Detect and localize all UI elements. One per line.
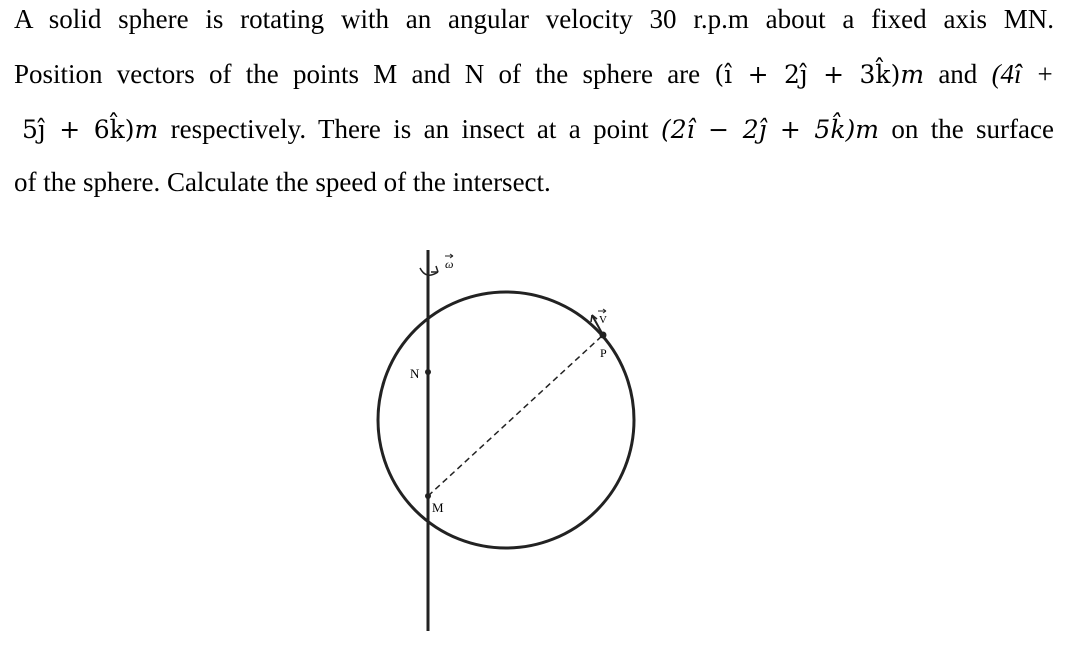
m-position-vector: (î + 2ĵ + 3k̂) (714, 60, 901, 89)
omega-arrowhead (431, 266, 438, 272)
m-unit: m (900, 60, 925, 89)
velocity-vector-arrow-icon (598, 309, 606, 313)
n-position-vector-start: (4î + (991, 59, 1055, 89)
point-n (425, 369, 431, 375)
p-unit: m (855, 115, 879, 144)
omega-label: ω (445, 257, 454, 271)
velocity-label: V (599, 314, 607, 326)
line3-text-b: on the surface (891, 114, 1054, 144)
n-position-vector-end: 5ĵ + 6k̂) (22, 115, 135, 144)
n-unit: m (134, 115, 159, 144)
question-line-4: of the sphere. Calculate the speed of the intersect. (14, 167, 551, 197)
label-n: N (410, 366, 420, 381)
question-line-1: A solid sphere is rotating with an angular velocity 30 r.p.m about a fixed axis MN. (14, 4, 1054, 34)
m-to-p-dashed-line (428, 335, 603, 496)
label-m: M (432, 500, 444, 515)
p-position-vector: (2î − 2ĵ + 5k̂) (660, 115, 856, 144)
sphere-circle (378, 292, 634, 548)
line2-text: Position vectors of the points M and N of the sphere are (14, 59, 701, 89)
line2-and: and (938, 59, 978, 89)
label-p: P (600, 346, 607, 360)
line3-text-a: respectively. There is an insect at a point (170, 114, 649, 144)
